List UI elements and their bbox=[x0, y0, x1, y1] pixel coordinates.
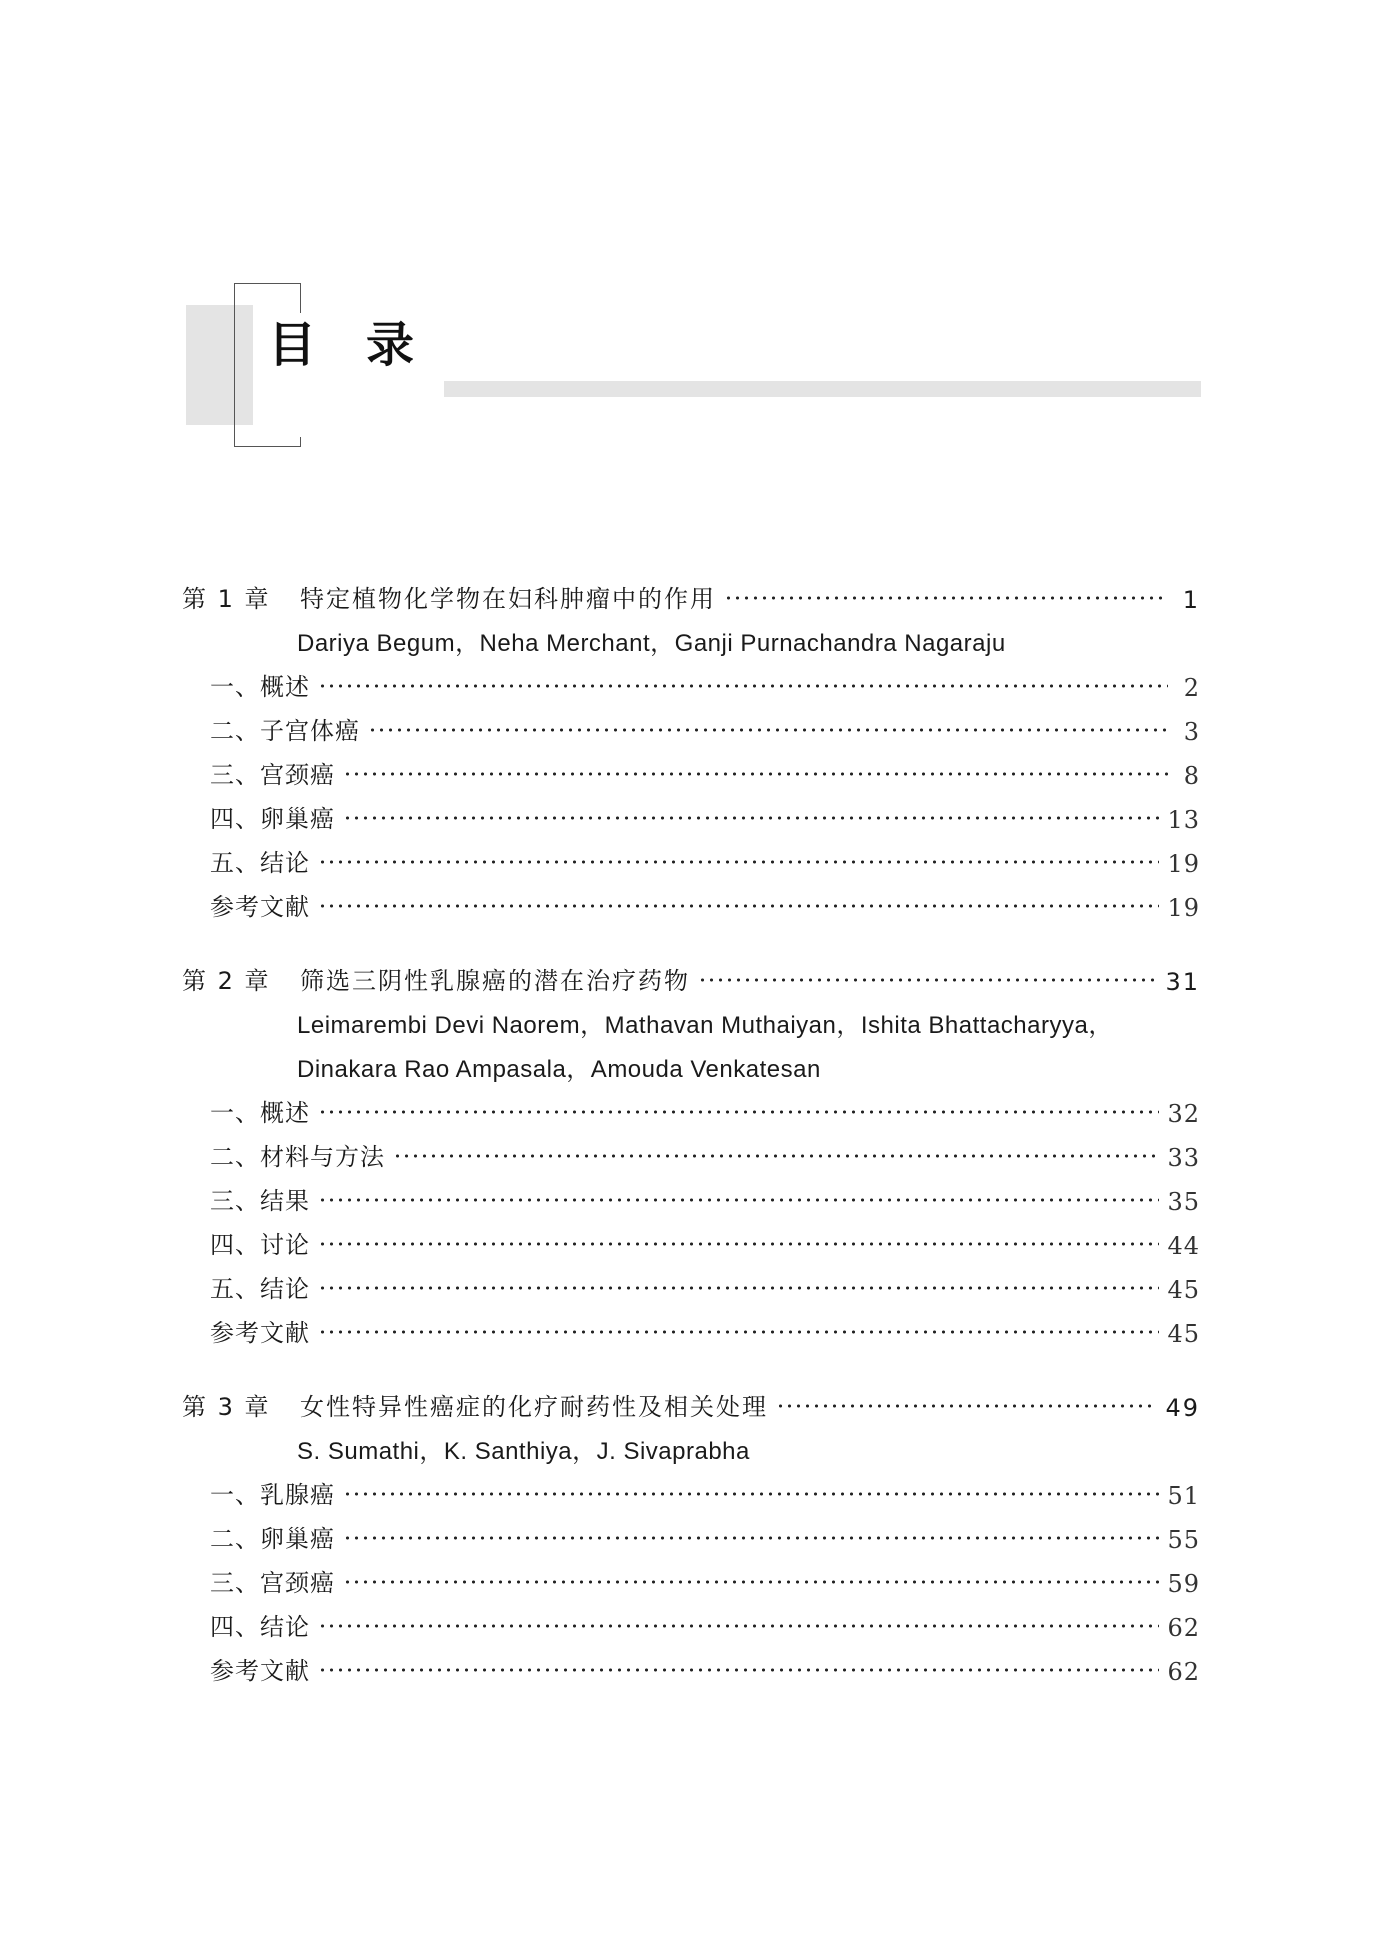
section-page-number: 13 bbox=[1167, 806, 1200, 834]
dot-leader bbox=[318, 1276, 1159, 1300]
chapter-entry[interactable] bbox=[182, 952, 1200, 996]
section-page-number: 45 bbox=[1167, 1276, 1200, 1304]
chapter-page-number: 1 bbox=[1182, 586, 1200, 614]
dot-leader bbox=[318, 1320, 1159, 1344]
chapter-authors: S. Sumathi，K. Santhiya，J. Sivaprabha bbox=[297, 1438, 750, 1465]
dot-leader bbox=[318, 894, 1159, 918]
dot-leader bbox=[343, 1570, 1159, 1594]
dot-leader bbox=[318, 1232, 1159, 1256]
chapter-authors: Dinakara Rao Ampasala，Amouda Venkatesan bbox=[297, 1056, 821, 1083]
section-page-number: 44 bbox=[1167, 1232, 1200, 1260]
dot-leader bbox=[318, 1100, 1159, 1124]
dot-leader bbox=[368, 718, 1168, 742]
section-title: 参考文献 bbox=[210, 1657, 310, 1685]
chapter-number: 第 1 章 bbox=[182, 585, 271, 613]
section-title: 参考文献 bbox=[210, 893, 310, 921]
section-entry[interactable] bbox=[182, 790, 1200, 834]
chapter-authors: Leimarembi Devi Naorem，Mathavan Muthaiyan，Ishita Bhattacharyya， bbox=[297, 1012, 1113, 1039]
dot-leader bbox=[318, 1658, 1159, 1682]
section-title: 五、结论 bbox=[210, 849, 310, 877]
chapter-block bbox=[182, 570, 1200, 922]
section-title: 参考文献 bbox=[210, 1319, 310, 1347]
section-page-number: 59 bbox=[1167, 1570, 1200, 1598]
table-of-contents bbox=[182, 570, 1200, 1716]
toc-header bbox=[186, 283, 1201, 449]
section-title: 二、子宫体癌 bbox=[210, 717, 360, 745]
section-page-number: 19 bbox=[1167, 850, 1200, 878]
section-page-number: 62 bbox=[1167, 1614, 1200, 1642]
page-title: 目录 bbox=[268, 317, 465, 373]
section-page-number: 19 bbox=[1167, 894, 1200, 922]
dot-leader bbox=[698, 968, 1157, 992]
section-entry[interactable] bbox=[182, 1466, 1200, 1510]
chapter-title: 筛选三阴性乳腺癌的潜在治疗药物 bbox=[300, 967, 690, 995]
chapter-entry[interactable] bbox=[182, 1378, 1200, 1422]
section-entry[interactable] bbox=[182, 1084, 1200, 1128]
section-entry[interactable] bbox=[182, 1216, 1200, 1260]
section-entry[interactable] bbox=[182, 1260, 1200, 1304]
section-title: 四、卵巢癌 bbox=[210, 805, 335, 833]
section-entry[interactable] bbox=[182, 746, 1200, 790]
dot-leader bbox=[343, 1482, 1159, 1506]
dot-leader bbox=[724, 586, 1168, 610]
chapter-block bbox=[182, 952, 1200, 1348]
chapter-block bbox=[182, 1378, 1200, 1686]
section-title: 五、结论 bbox=[210, 1275, 310, 1303]
chapter-number: 第 2 章 bbox=[182, 967, 271, 995]
section-entry[interactable] bbox=[182, 834, 1200, 878]
dot-leader bbox=[318, 1188, 1159, 1212]
section-page-number: 3 bbox=[1183, 718, 1200, 746]
section-title: 一、乳腺癌 bbox=[210, 1481, 335, 1509]
section-page-number: 55 bbox=[1167, 1526, 1200, 1554]
section-title: 三、宫颈癌 bbox=[210, 1569, 335, 1597]
section-entry[interactable] bbox=[182, 1642, 1200, 1686]
section-entry[interactable] bbox=[182, 702, 1200, 746]
section-page-number: 45 bbox=[1167, 1320, 1200, 1348]
section-title: 四、讨论 bbox=[210, 1231, 310, 1259]
section-entry[interactable] bbox=[182, 658, 1200, 702]
section-entry[interactable] bbox=[182, 878, 1200, 922]
chapter-page-number: 49 bbox=[1165, 1394, 1200, 1422]
dot-leader bbox=[318, 1614, 1159, 1638]
dot-leader bbox=[318, 850, 1159, 874]
section-page-number: 33 bbox=[1167, 1144, 1200, 1172]
section-page-number: 62 bbox=[1167, 1658, 1200, 1686]
section-title: 三、宫颈癌 bbox=[210, 761, 335, 789]
section-page-number: 8 bbox=[1183, 762, 1200, 790]
chapter-authors: Dariya Begum，Neha Merchant，Ganji Purnachandra Nagaraju bbox=[297, 630, 1006, 657]
dot-leader bbox=[318, 674, 1168, 698]
section-title: 一、概述 bbox=[210, 1099, 310, 1127]
section-entry[interactable] bbox=[182, 1172, 1200, 1216]
section-page-number: 51 bbox=[1167, 1482, 1200, 1510]
chapter-number: 第 3 章 bbox=[182, 1393, 271, 1421]
dot-leader bbox=[343, 762, 1168, 786]
section-title: 一、概述 bbox=[210, 673, 310, 701]
dot-leader bbox=[776, 1394, 1157, 1418]
dot-leader bbox=[343, 806, 1159, 830]
dot-leader bbox=[393, 1144, 1159, 1168]
chapter-page-number: 31 bbox=[1165, 968, 1200, 996]
section-page-number: 32 bbox=[1167, 1100, 1200, 1128]
section-title: 二、卵巢癌 bbox=[210, 1525, 335, 1553]
section-title: 四、结论 bbox=[210, 1613, 310, 1641]
chapter-title: 特定植物化学物在妇科肿瘤中的作用 bbox=[300, 585, 716, 613]
dot-leader bbox=[343, 1526, 1159, 1550]
section-title: 三、结果 bbox=[210, 1187, 310, 1215]
section-title: 二、材料与方法 bbox=[210, 1143, 385, 1171]
title-rule bbox=[444, 381, 1201, 397]
section-page-number: 2 bbox=[1183, 674, 1200, 702]
section-entry[interactable] bbox=[182, 1598, 1200, 1642]
chapter-entry[interactable] bbox=[182, 570, 1200, 614]
section-page-number: 35 bbox=[1167, 1188, 1200, 1216]
section-entry[interactable] bbox=[182, 1304, 1200, 1348]
section-entry[interactable] bbox=[182, 1510, 1200, 1554]
section-entry[interactable] bbox=[182, 1554, 1200, 1598]
section-entry[interactable] bbox=[182, 1128, 1200, 1172]
chapter-title: 女性特异性癌症的化疗耐药性及相关处理 bbox=[300, 1393, 768, 1421]
